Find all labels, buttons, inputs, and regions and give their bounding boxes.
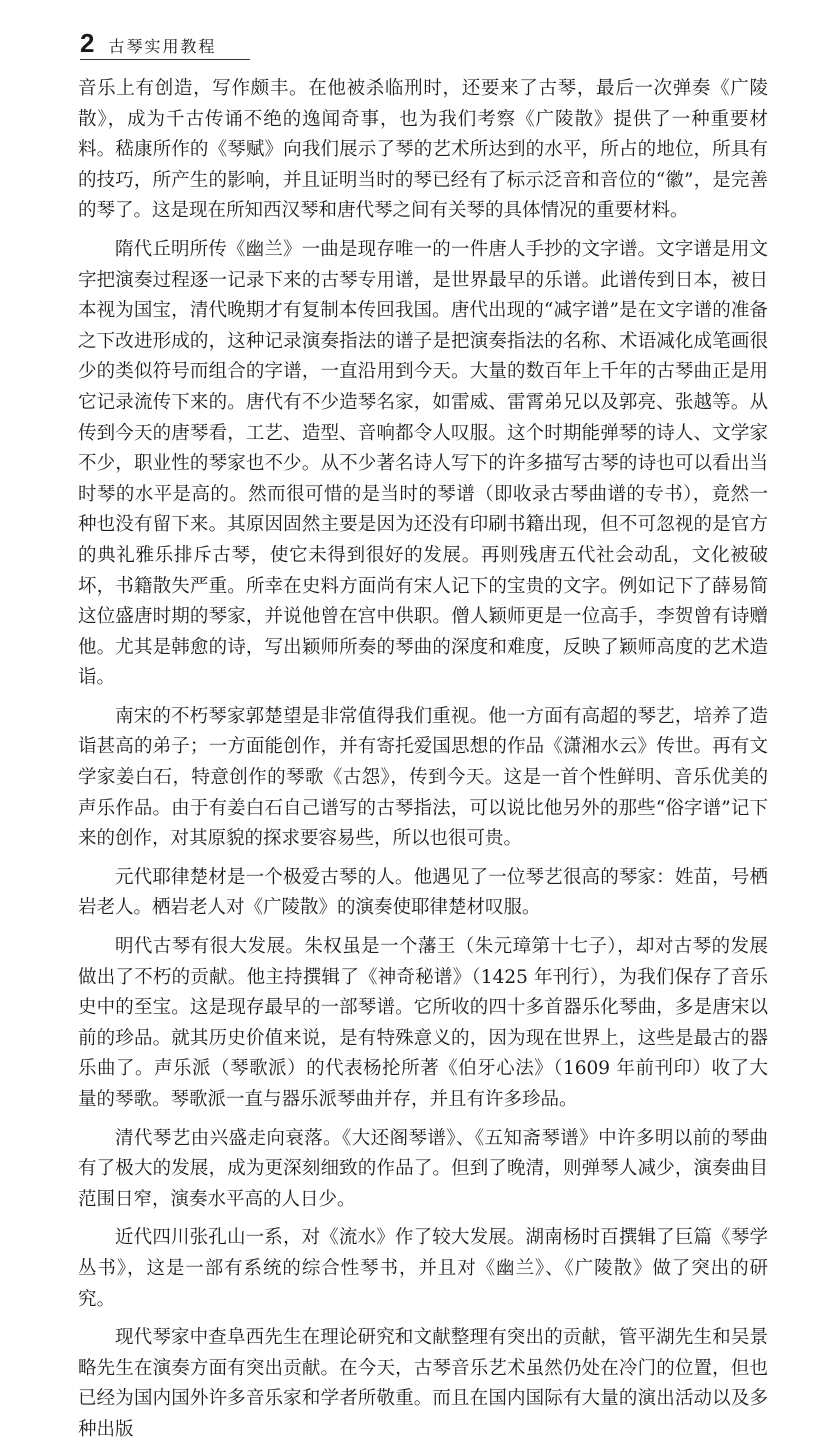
paragraph-yuan-dynasty: 元代耶律楚材是一个极爱古琴的人。他遇见了一位琴艺很高的琴家：姓苗，号栖岩老人。栖岩老人对《广陵散》的演奏使耶律楚材叹服。: [78, 866, 768, 919]
paragraph-qing-dynasty: 清代琴艺由兴盛走向衰落。《大还阁琴谱》、《五知斋琴谱》中许多明以前的琴曲有了极大的发展，成为更深刻细致的作品了。但到了晚清，则弹琴人减少，演奏曲目范围日窄，演奏水平高的人日少。: [78, 1127, 768, 1210]
paragraph-southern-song: 南宋的不朽琴家郭楚望是非常值得我们重视。他一方面有高超的琴艺，培养了造诣甚高的弟子；一方面能创作，并有寄托爱国思想的作品《潇湘水云》传世。再有文学家姜白石，特意创作的琴歌《古怨》，传到今天。这是一首个性鲜明、音乐优美的声乐作品。由于有姜白石自己谱写的古琴指法，可以说比他另外的那些“俗字谱”记下来的创作，对其原貌的探求要容易些，所以也很可贵。: [78, 705, 768, 850]
paragraph-continued: 音乐上有创造，写作颇丰。在他被杀临刑时，还要来了古琴，最后一次弹奏《广陵散》，成为千古传诵不绝的逸闻奇事，也为我们考察《广陵散》提供了一种重要材料。嵇康所作的《琴赋》向我们展示了琴的艺术所达到的水平，所占的地位，所具有的技巧，所产生的影响，并且证明当时的琴已经有了标示泛音和音位的“徽”，是完善的琴了。这是现在所知西汉琴和唐代琴之间有关琴的具体情况的重要材料。: [78, 78, 768, 222]
paragraph-modern-era: 近代四川张孔山一系，对《流水》作了较大发展。湖南杨时百撰辑了巨篇《琴学丛书》，这是一部有系统的综合性琴书，并且对《幽兰》、《广陵散》做了突出的研究。: [78, 1227, 768, 1310]
body-text: [78, 74, 768, 1454]
page-number: 2: [80, 28, 95, 58]
paragraph-contemporary: 现代琴家中查阜西先生在理论研究和文献整理有突出的贡献，管平湖先生和吴景略先生在演奏方面有突出贡献。在今天，古琴音乐艺术虽然仍处在冷门的位置，但也已经为国内国外许多音乐家和学者所敬重。而且在国内国际有大量的演出活动以及多种出版: [78, 1327, 768, 1440]
book-title: 古琴实用教程: [108, 37, 217, 56]
running-header: [80, 30, 250, 60]
paragraph-ming-dynasty: 明代古琴有很大发展。朱权虽是一个藩王（朱元璋第十七子），却对古琴的发展做出了不朽的贡献。他主持撰辑了《神奇秘谱》（1425 年刊行），为我们保存了音乐史中的至宝。这是现存最早的一部琴谱。它所收的四十多首器乐化琴曲，多是唐宋以前的珍品。就其历史价值来说，是有特殊意义的，因为现在世界上，这些是最古的器乐曲了。声乐派（琴歌派）的代表杨抡所著《伯牙心法》（1609 年前刊印）收了大量的琴歌。琴歌派一直与器乐派琴曲并存，并且有许多珍品。: [78, 936, 768, 1110]
paragraph-tang-dynasty: 隋代丘明所传《幽兰》一曲是现存唯一的一件唐人手抄的文字谱。文字谱是用文字把演奏过程逐一记录下来的古琴专用谱，是世界最早的乐谱。此谱传到日本，被日本视为国宝，清代晚期才有复制本传回我国。唐代出现的“减字谱”是在文字谱的准备之下改进形成的，这种记录演奏指法的谱子是把演奏指法的名称、术语减化成笔画很少的类似符号而组合的字谱，一直沿用到今天。大量的数百年上千年的古琴曲正是用它记录流传下来的。唐代有不少造琴名家，如雷威、雷霄弟兄以及郭亮、张越等。从传到今天的唐琴看，工艺、造型、音响都令人叹服。这个时期能弹琴的诗人、文学家不少，职业性的琴家也不少。从不少著名诗人写下的许多描写古琴的诗也可以看出当时琴的水平是高的。然而很可惜的是当时的琴谱（即收录古琴曲谱的专书），竟然一种也没有留下来。其原因固然主要是因为还没有印刷书籍出现，但不可忽视的是官方的典礼雅乐排斥古琴，使它未得到很好的发展。再则残唐五代社会动乱，文化被破坏，书籍散失严重。所幸在史料方面尚有宋人记下的宝贵的文字。例如记下了薛易简这位盛唐时期的琴家，并说他曾在宫中供职。僧人颖师更是一位高手，李贺曾有诗赠他。尤其是韩愈的诗，写出颖师所奏的琴曲的深度和难度，反映了颖师高度的艺术造诣。: [78, 238, 768, 689]
